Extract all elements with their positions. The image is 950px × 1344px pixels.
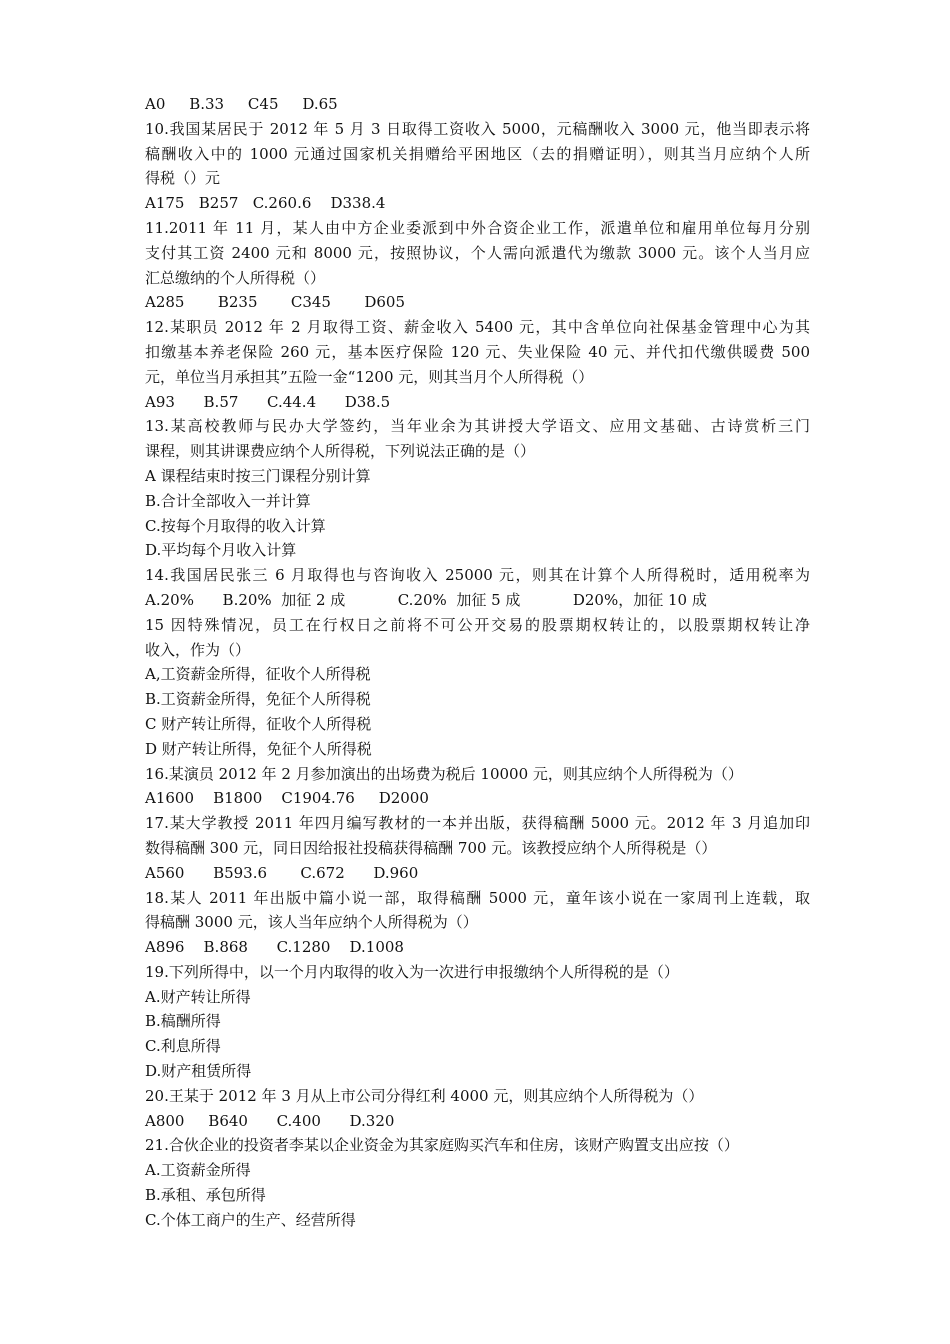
question-12-line-3: 元，单位当月承担其”五险一金“1200 元，则其当月个人所得税（）: [145, 367, 594, 386]
question-10-line-1: 10.我国某居民于 2012 年 5 月 3 日取得工资收入 5000，元稿酬收入 3000 元，他当即表示将: [145, 119, 810, 138]
question-15-line-2: 收入，作为（）: [145, 640, 251, 659]
option-line: D.平均每个月收入计算: [145, 541, 297, 560]
options-line: A285 B235 C345 D605: [145, 293, 406, 312]
option-line: A.工资薪金所得: [145, 1161, 251, 1180]
option-line: B.承租、承包所得: [145, 1186, 266, 1205]
question-18-line-2: 得稿酬 3000 元，该人当年应纳个人所得税为（）: [145, 913, 478, 932]
question-19-line-1: 19.下列所得中，以一个月内取得的收入为一次进行申报缴纳个人所得税的是（）: [145, 962, 679, 981]
question-15-line-1: 15 因特殊情况，员工在行权日之前将不可公开交易的股票期权转让的，以股票期权转让净: [145, 615, 810, 634]
question-14-line-1: 14.我国居民张三 6 月取得也与咨询收入 25000 元，则其在计算个人所得税时，适用税率为: [145, 566, 810, 585]
option-line: D 财产转让所得，免征个人所得税: [145, 739, 372, 758]
question-17-line-1: 17.某大学教授 2011 年四月编写教材的一本并出版，获得稿酬 5000 元。2012 年 3 月追加印: [145, 814, 810, 833]
options-line: A1600 B1800 C1904.76 D2000: [145, 789, 429, 808]
option-line: C.个体工商户的生产、经营所得: [145, 1210, 356, 1229]
options-line: A175 B257 C.260.6 D338.4: [145, 194, 386, 213]
option-line: D.财产租赁所得: [145, 1062, 252, 1081]
question-10-line-3: 得税（）元: [145, 169, 221, 188]
question-17-line-2: 数得稿酬 300 元，同日因给报社投稿获得稿酬 700 元。该教授应纳个人所得税是（）: [145, 838, 717, 857]
options-line: A0 B.33 C45 D.65: [145, 95, 338, 113]
option-line: C 财产转让所得，征收个人所得税: [145, 714, 372, 733]
question-11-line-1: 11.2011 年 11 月，某人由中方企业委派到中外合资企业工作，派遣单位和雇用单位每月分别: [145, 218, 810, 237]
options-line: A.20% B.20% 加征 2 成 C.20% 加征 5 成 D20%，加征 10 成: [145, 590, 707, 609]
question-20-line-1: 20.王某于 2012 年 3 月从上市公司分得红利 4000 元，则其应纳个人所得税为（）: [145, 1086, 704, 1105]
question-10-line-2: 稿酬收入中的 1000 元通过国家机关捐赠给平困地区（去的捐赠证明），则其当月应纳个人所: [145, 144, 810, 163]
options-line: A896 B.868 C.1280 D.1008: [145, 938, 404, 957]
option-line: C.利息所得: [145, 1037, 221, 1056]
option-line: A,工资薪金所得，征收个人所得税: [145, 665, 371, 684]
option-line: C.按每个月取得的收入计算: [145, 516, 326, 535]
option-line: B.合计全部收入一并计算: [145, 491, 311, 510]
options-line: A93 B.57 C.44.4 D38.5: [145, 392, 391, 411]
document-page: [145, 92, 810, 1233]
question-11-line-2: 支付其工资 2400 元和 8000 元，按照协议，个人需向派遣代为缴款 3000 元。该个人当月应: [145, 243, 810, 262]
option-line: A 课程结束时按三门课程分别计算: [145, 466, 371, 485]
question-12-line-2: 扣缴基本养老保险 260 元，基本医疗保险 120 元、失业保险 40 元、并代扣代缴供暖费 500: [145, 342, 810, 361]
option-line: B.工资薪金所得，免征个人所得税: [145, 690, 371, 709]
question-21-line-1: 21.合伙企业的投资者李某以企业资金为其家庭购买汽车和住房，该财产购置支出应按（）: [145, 1136, 739, 1155]
question-16-line-1: 16.某演员 2012 年 2 月参加演出的出场费为税后 10000 元，则其应纳个人所得税为（）: [145, 764, 743, 783]
question-13-line-2: 课程，则其讲课费应纳个人所得税，下列说法正确的是（）: [145, 442, 536, 461]
question-12-line-1: 12.某职员 2012 年 2 月取得工资、薪金收入 5400 元，其中含单位向社保基金管理中心为其: [145, 318, 810, 337]
question-18-line-1: 18.某人 2011 年出版中篇小说一部，取得稿酬 5000 元，童年该小说在一家周刊上连载，取: [145, 888, 810, 907]
option-line: B.稿酬所得: [145, 1012, 221, 1031]
options-line: A800 B640 C.400 D.320: [145, 1111, 395, 1130]
options-line: A560 B593.6 C.672 D.960: [145, 863, 419, 882]
question-11-line-3: 汇总缴纳的个人所得税（）: [145, 268, 326, 287]
option-line: A.财产转让所得: [145, 987, 251, 1006]
question-13-line-1: 13.某高校教师与民办大学签约，当年业余为其讲授大学语文、应用文基础、古诗赏析三门: [145, 417, 810, 436]
